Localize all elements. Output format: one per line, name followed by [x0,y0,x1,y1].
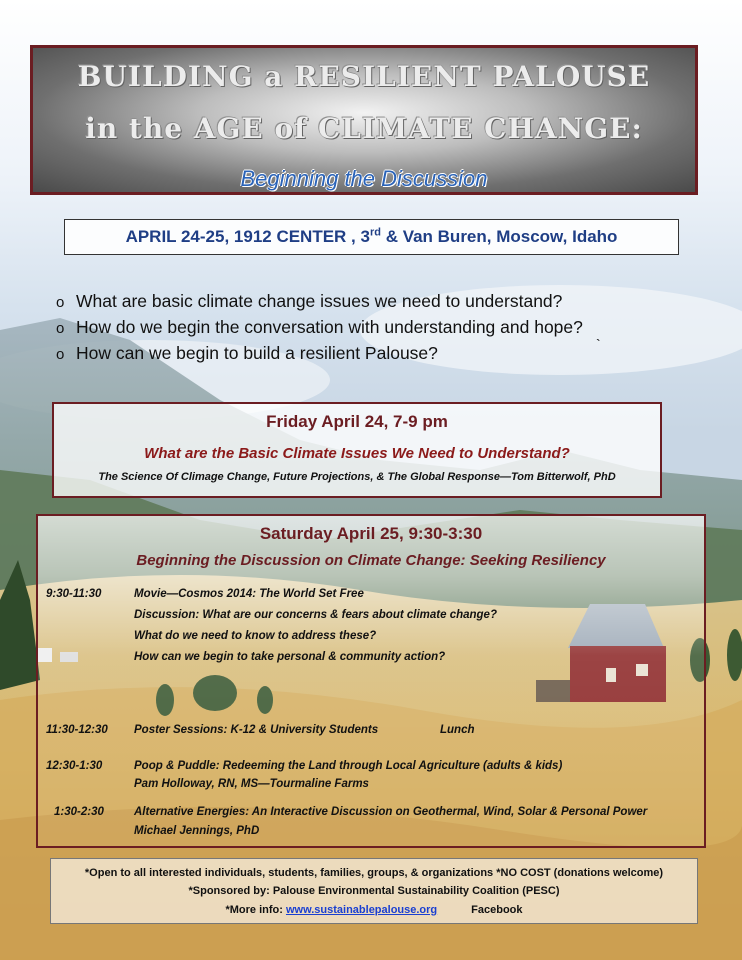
circle-bullet-icon: o [56,346,65,363]
schedule-line: Poster Sessions: K-12 & University Students [134,724,379,736]
friday-session-box [52,402,662,498]
friday-heading: Friday April 24, 7-9 pm [266,412,448,431]
banner-subtitle: Beginning the Discussion [240,166,488,191]
schedule-extra: Lunch [440,724,475,736]
info-footer [50,858,698,924]
schedule-time: 11:30-12:30 [46,724,108,736]
date-location-box [64,219,679,255]
question-item [56,314,716,340]
schedule-line: How can we begin to take personal & community action? [134,651,446,663]
schedule-time: 1:30-2:30 [54,806,104,818]
circle-bullet-icon: o [56,294,65,311]
more-info-label: *More info: [225,904,286,916]
questions-list [56,288,716,366]
date-location-text: APRIL 24-25, 1912 CENTER , 3 [125,227,370,246]
title-banner [30,45,698,195]
footer-sponsor: *Sponsored by: Palouse Environmental Sustainability Coalition (PESC) [188,885,560,897]
schedule-line: What do we need to know to address these? [134,630,377,642]
saturday-subheading: Beginning the Discussion on Climate Change: Seeking Resiliency [136,552,606,569]
question-text: How can we begin to build a resilient Palouse? [76,343,438,363]
website-link[interactable]: www.sustainablepalouse.org [285,904,438,916]
question-item [56,340,716,366]
schedule-line: Michael Jennings, PhD [134,825,260,837]
question-text: What are basic climate change issues we need to understand? [76,291,563,311]
schedule-line: Alternative Energies: An Interactive Discussion on Geothermal, Wind, Solar & Personal Power [134,806,648,818]
question-text: How do we begin the conversation with understanding and hope? [76,317,583,337]
facebook-label[interactable]: Facebook [471,904,523,916]
question-item [56,288,716,314]
saturday-session-box [36,514,706,848]
schedule-line: Movie—Cosmos 2014: The World Set Free [134,588,364,600]
schedule-line: Discussion: What are our concerns & fears about climate change? [134,609,497,621]
friday-question: What are the Basic Climate Issues We Need to Understand? [144,445,570,462]
date-location-superscript: rd [369,226,381,239]
schedule-time: 12:30-1:30 [46,760,103,772]
date-location-text-end: & Van Buren, Moscow, Idaho [380,227,618,246]
saturday-heading: Saturday April 25, 9:30-3:30 [259,524,483,543]
schedule-line: Pam Holloway, RN, MS—Tourmaline Farms [134,778,369,790]
circle-bullet-icon: o [56,320,65,337]
footer-open-to-all: *Open to all interested individuals, students, families, groups, & organizations *NO COST (donations welcome) [84,867,664,879]
schedule-line: Poop & Puddle: Redeeming the Land through Local Agriculture (adults & kids) [134,760,563,772]
schedule-time: 9:30-11:30 [46,588,102,600]
title-line-1: BUILDING a RESILIENT PALOUSE [77,60,651,93]
friday-talk: The Science Of Climage Change, Future Projections, & The Global Response—Tom Bitterwolf, PhD [98,471,616,483]
stray-mark: ` [596,336,601,352]
footer-more-info [51,904,697,916]
title-line-2: in the AGE of CLIMATE CHANGE: [85,112,643,145]
